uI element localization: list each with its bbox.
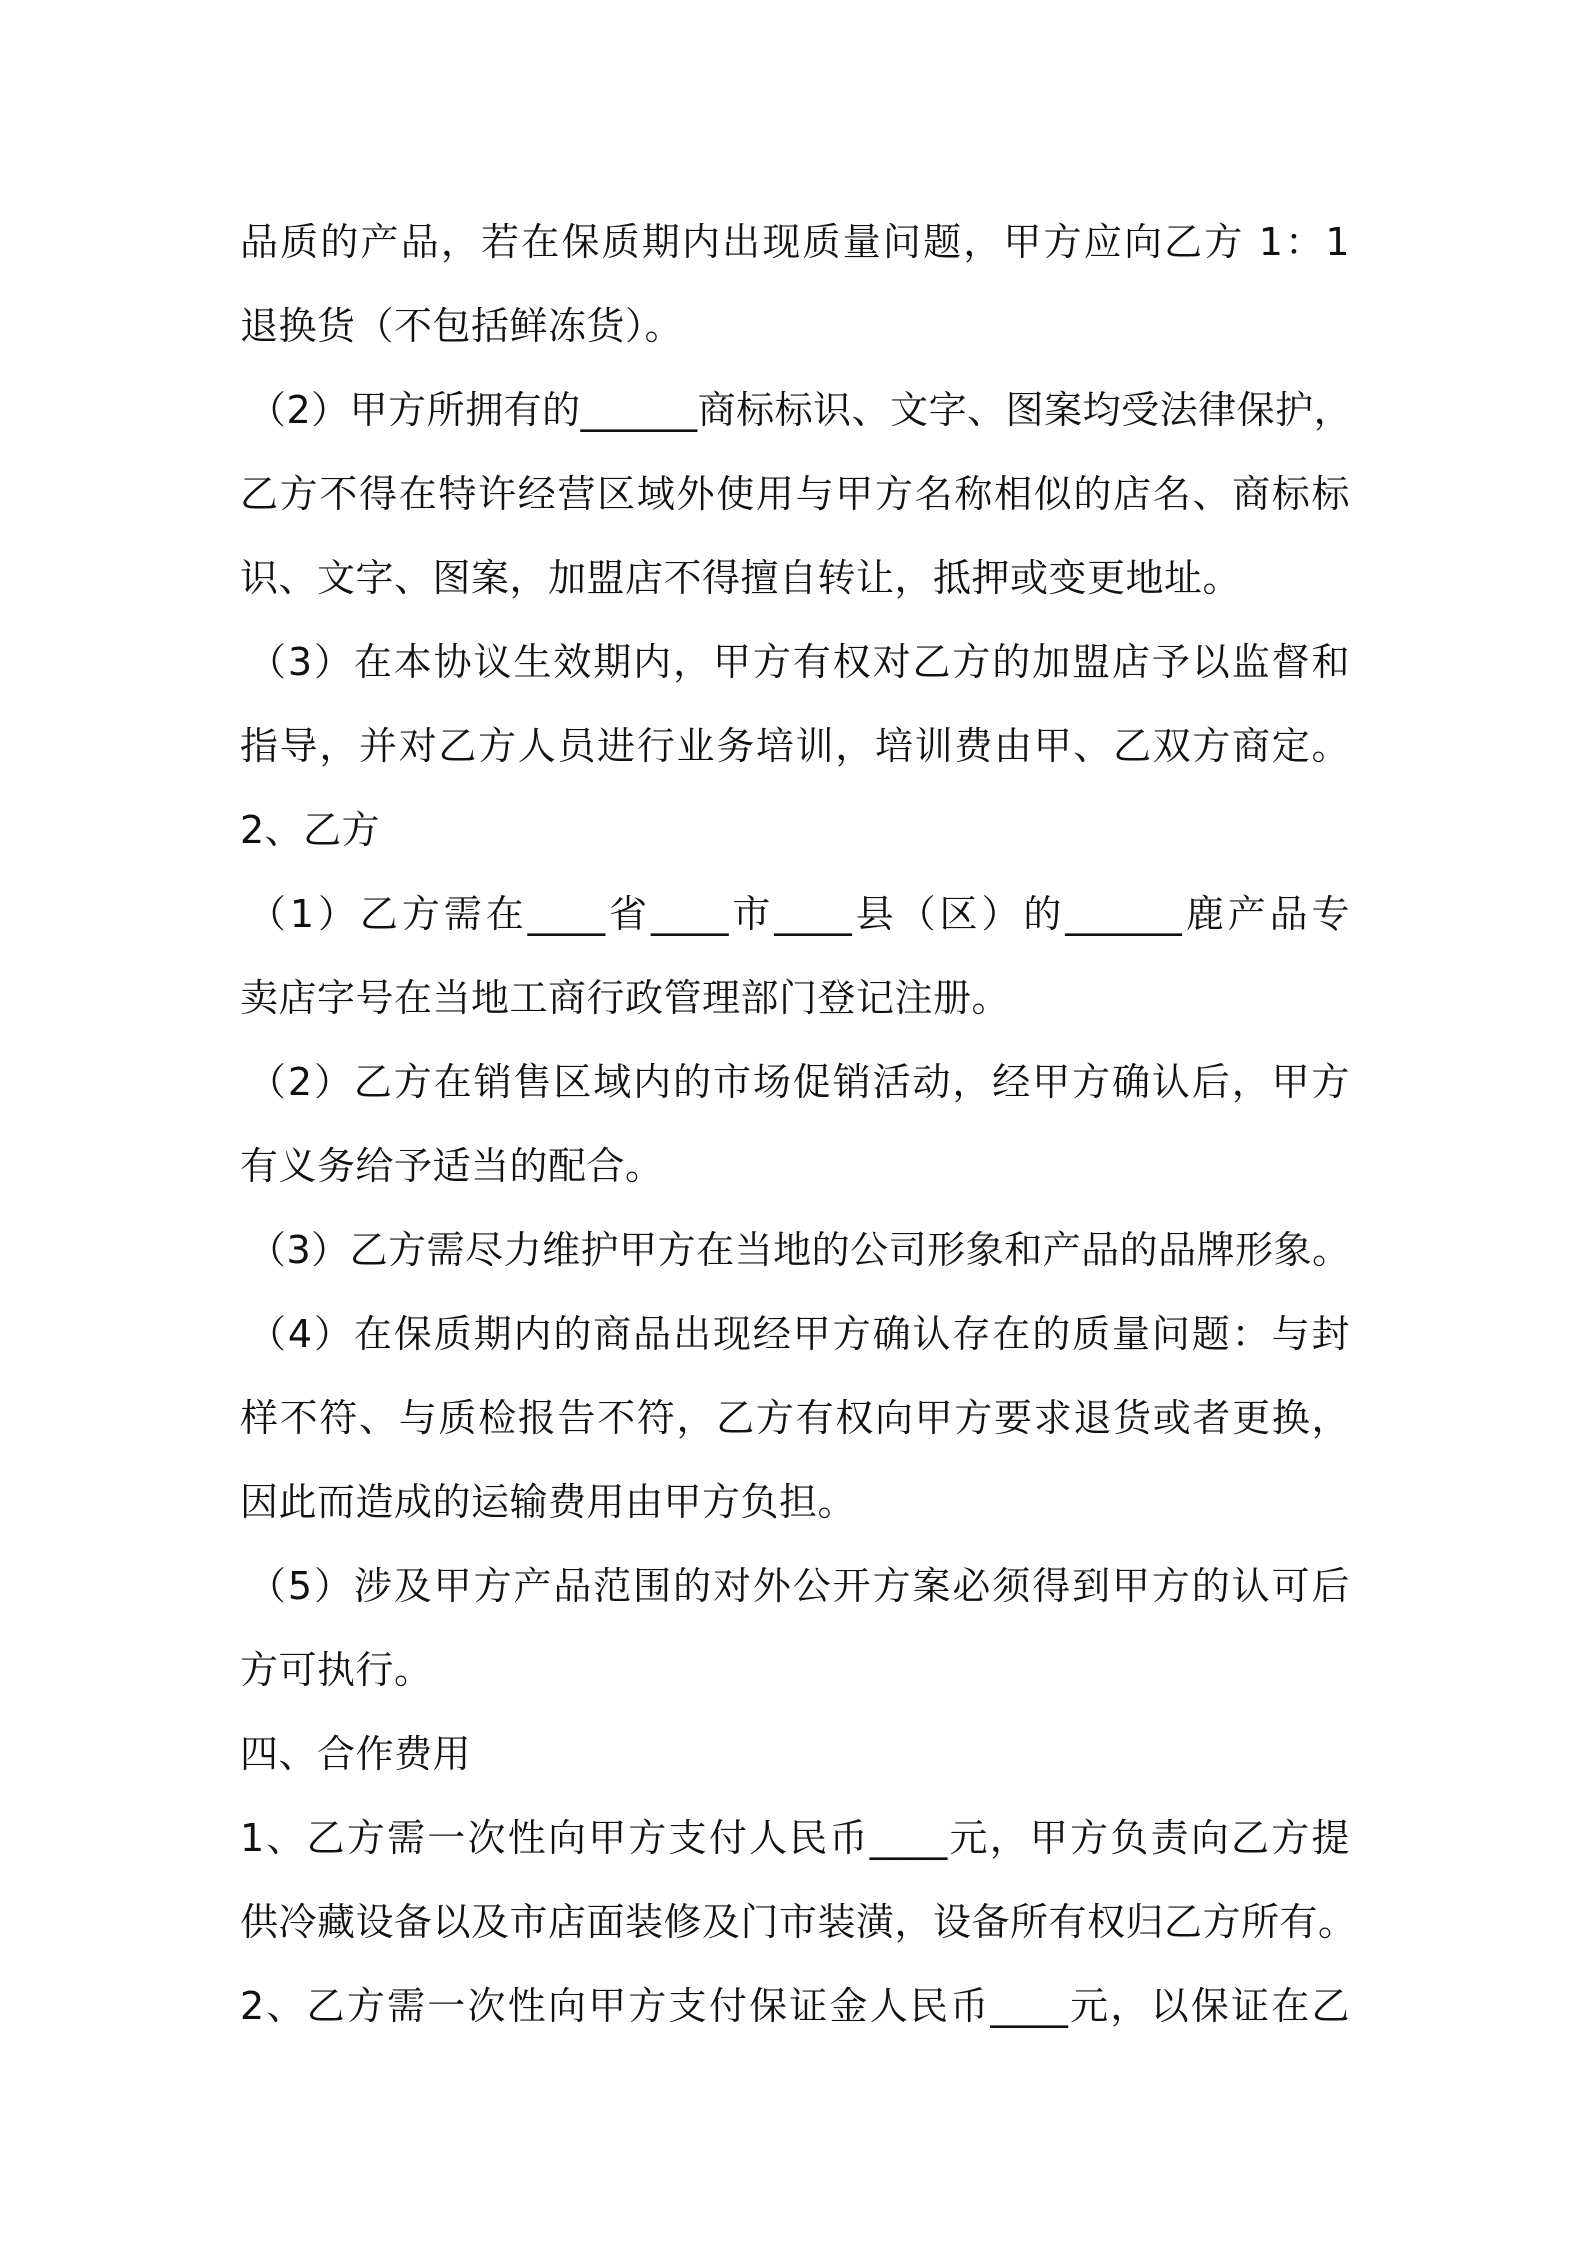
text-line: （2）甲方所拥有的______商标标识、文字、图案均受法律保护，: [248, 388, 1353, 432]
text-line: 品质的产品，若在保质期内出现质量问题，甲方应向乙方 1：1: [240, 220, 1350, 264]
text-line: 供冷藏设备以及市店面装修及门市装潢，设备所有权归乙方所有。: [240, 1900, 1357, 1944]
text-line: 乙方不得在特许经营区域外使用与甲方名称相似的店名、商标标: [240, 472, 1350, 516]
text-line: 方可执行。: [240, 1648, 433, 1692]
section-heading: 四、合作费用: [240, 1732, 472, 1776]
text-line: （4）在保质期内的商品出现经甲方确认存在的质量问题：与封: [248, 1312, 1350, 1356]
text-line: 样不符、与质检报告不符，乙方有权向甲方要求退货或者更换，: [240, 1396, 1350, 1440]
section-heading: 2、乙方: [240, 808, 381, 852]
text-line: 因此而造成的运输费用由甲方负担。: [240, 1480, 857, 1524]
text-line: （1）乙方需在____省____市____县（区）的______鹿产品专: [248, 892, 1350, 936]
text-line: 2、乙方需一次性向甲方支付保证金人民币____元，以保证在乙: [240, 1984, 1350, 2028]
text-line: （3）乙方需尽力维护甲方在当地的公司形象和产品的品牌形象。: [248, 1228, 1351, 1272]
text-line: （2）乙方在销售区域内的市场促销活动，经甲方确认后，甲方: [248, 1060, 1350, 1104]
text-line: 有义务给予适当的配合。: [240, 1144, 664, 1188]
text-line: （3）在本协议生效期内，甲方有权对乙方的加盟店予以监督和: [248, 640, 1350, 684]
text-line: （5）涉及甲方产品范围的对外公开方案必须得到甲方的认可后: [248, 1564, 1350, 1608]
text-line: 指导，并对乙方人员进行业务培训，培训费由甲、乙双方商定。: [240, 724, 1350, 768]
document-body: [240, 200, 1357, 2048]
text-line: 卖店字号在当地工商行政管理部门登记注册。: [240, 976, 1011, 1020]
text-line: 1、乙方需一次性向甲方支付人民币____元，甲方负责向乙方提: [240, 1816, 1350, 1860]
text-line: 识、文字、图案，加盟店不得擅自转让，抵押或变更地址。: [240, 556, 1242, 600]
text-line: 退换货（不包括鲜冻货）。: [240, 304, 684, 348]
